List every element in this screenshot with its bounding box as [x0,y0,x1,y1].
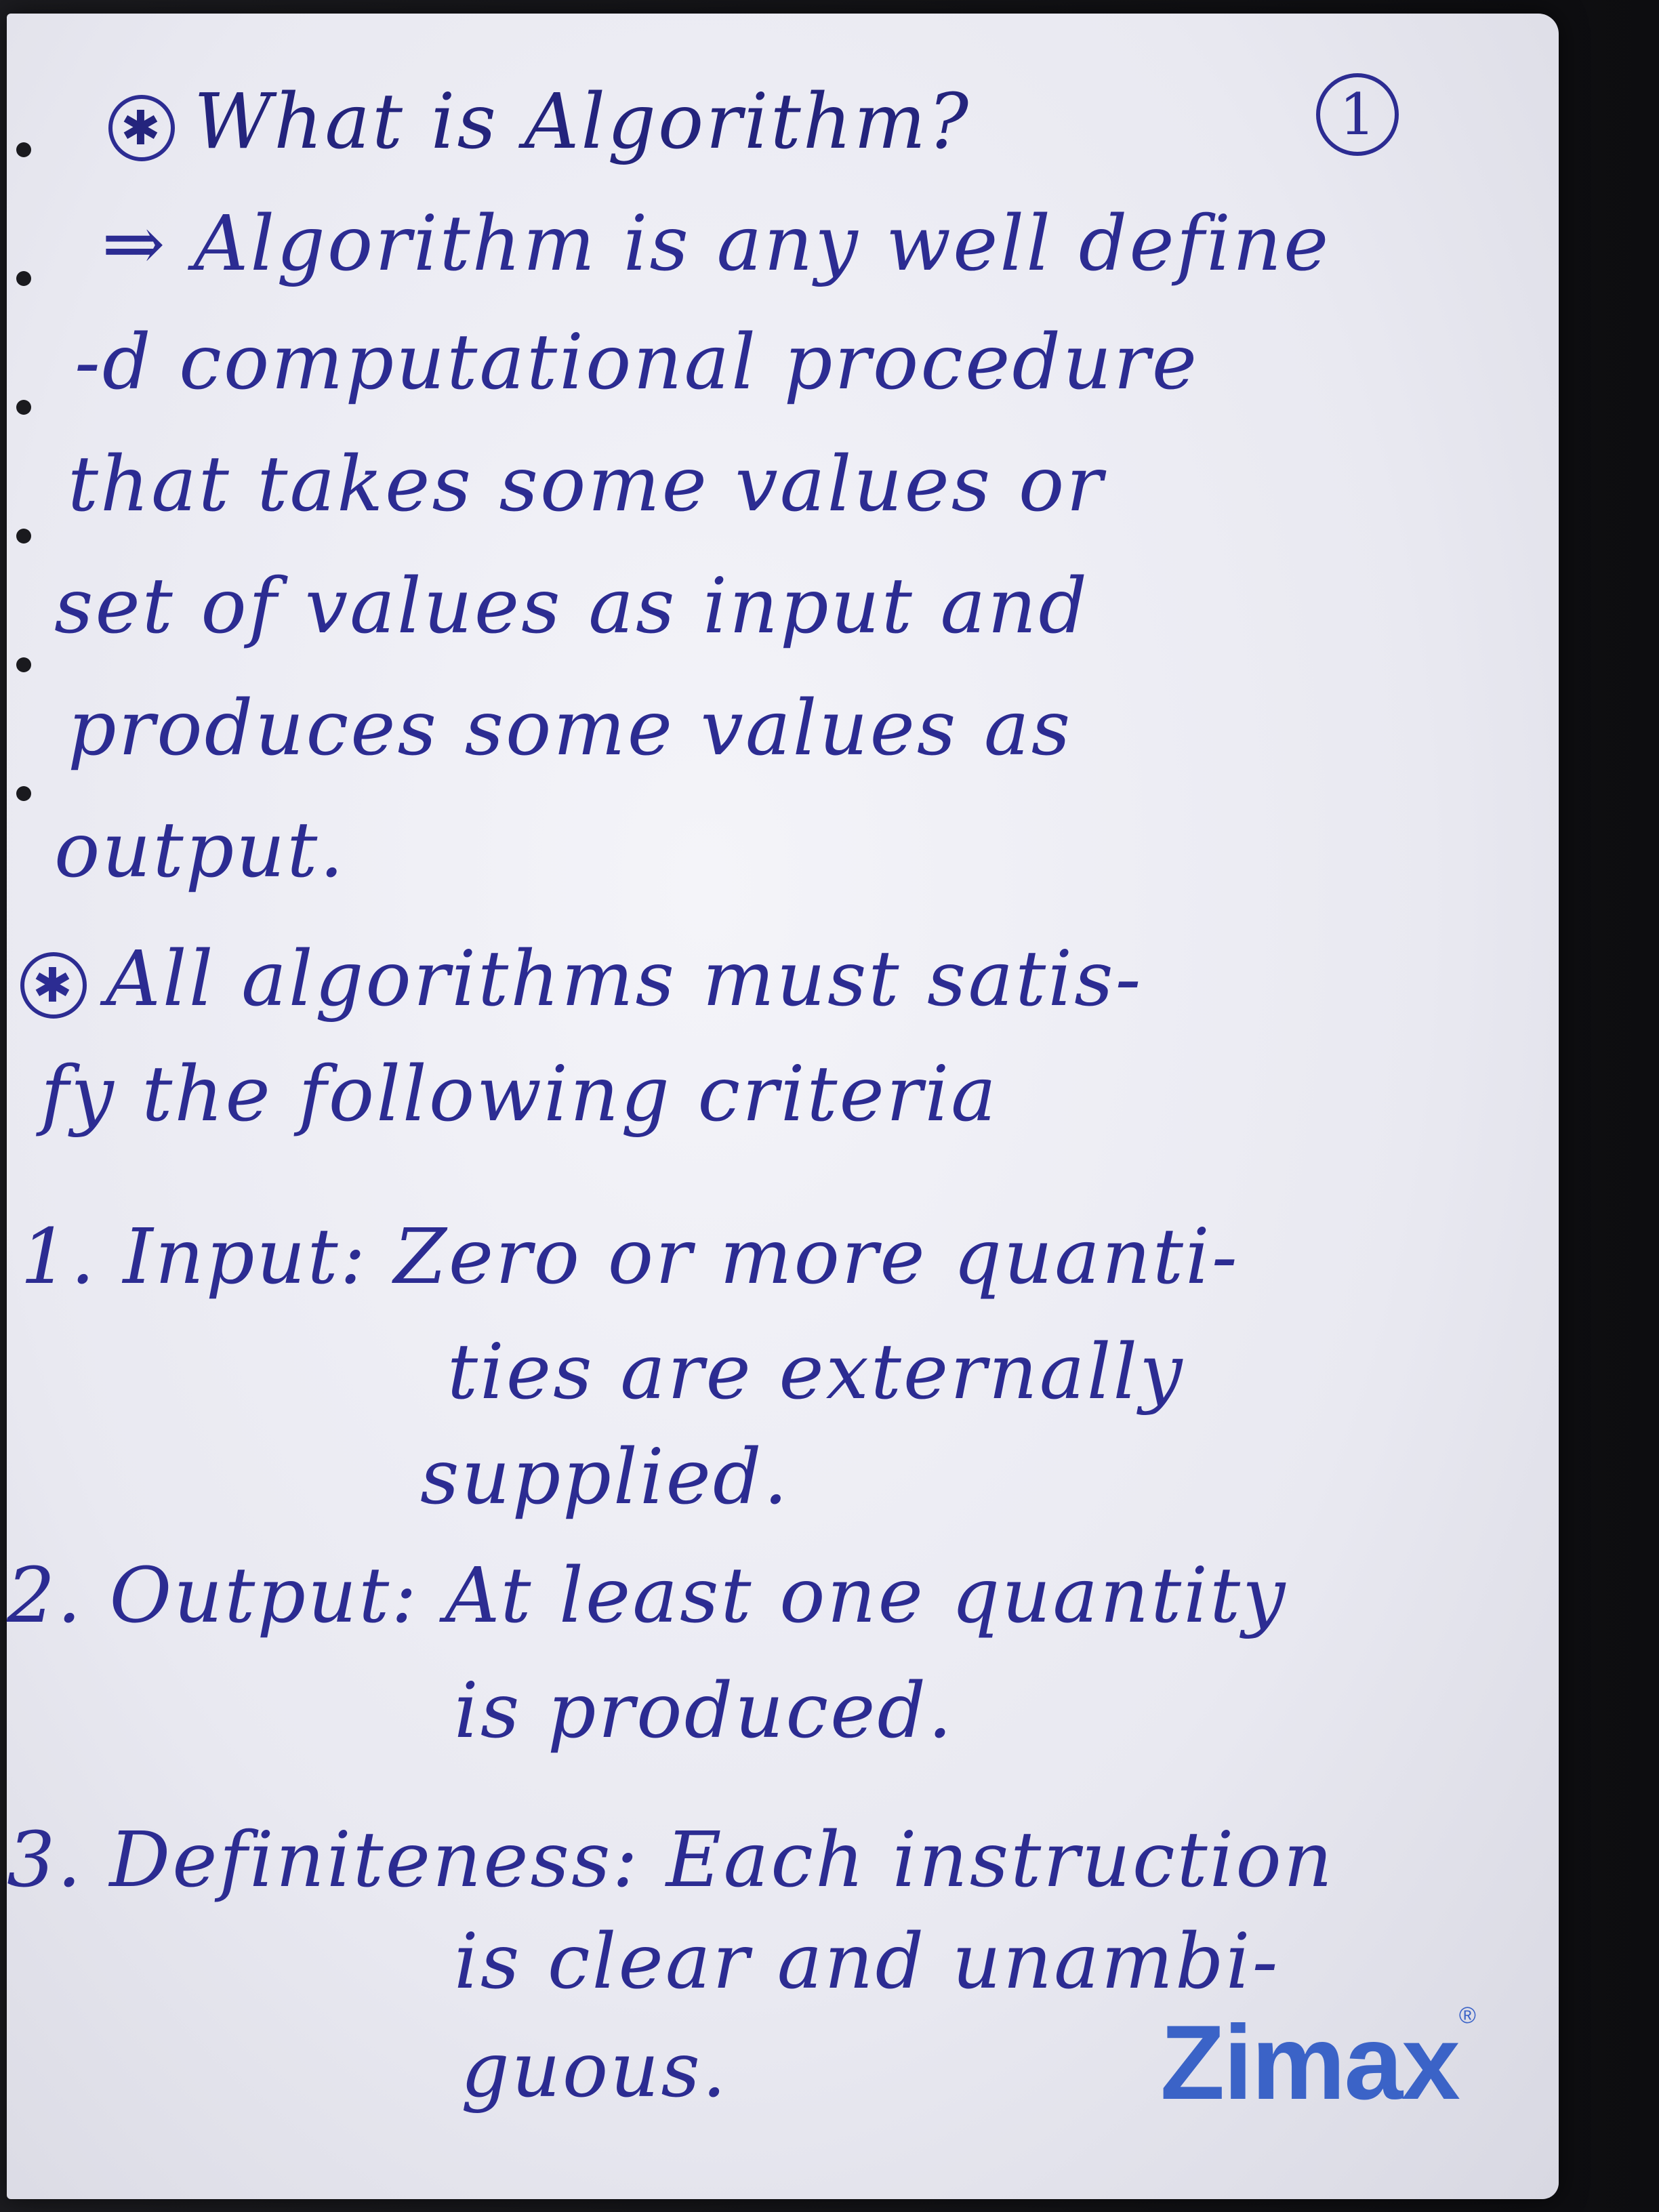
brand-logo [1160,2003,1475,2124]
criteria-heading-text: All algorithms must satis- [106,935,1143,1023]
criterion-text: is clear and unambi- [454,1918,1280,2006]
criterion-text: is produced. [454,1667,954,1755]
criteria-heading-line: fy the following criteria [41,1050,998,1139]
asterisk-bullet-icon: ✱ [20,952,87,1019]
criterion-label: 3. Definiteness: [7,1816,640,1904]
definition-line: set of values as input and [54,562,1090,651]
criterion-text: ties are externally [447,1328,1185,1416]
definition-line: -d computational procedure [75,319,1200,407]
definition-line: produces some values as [68,684,1073,773]
criterion-definiteness-line [7,1816,1334,1904]
asterisk-bullet-icon: ✱ [108,95,175,161]
criterion-text: Zero or more quanti- [394,1213,1240,1301]
binding-hole [16,271,31,286]
registered-mark: ® [1458,2003,1475,2028]
binding-hole [16,786,31,801]
criterion-label: 2. Output: [7,1552,419,1640]
criterion-text: supplied. [420,1433,790,1521]
heading-line [108,78,970,166]
definition-line: that takes some values or [68,441,1105,529]
page-number-badge: 1 [1316,73,1399,156]
definition-line: ⇒ Algorithm is any well define [102,200,1331,288]
binding-hole [16,657,31,672]
definition-line: output. [54,806,346,895]
binding-hole [16,529,31,544]
criteria-heading-line [20,935,1143,1023]
criterion-text: guous. [461,2026,729,2114]
brand-logo-text: Zimax [1160,2004,1459,2122]
binding-hole [16,142,31,157]
criterion-label: 1. Input: [20,1213,368,1301]
criterion-input-line [20,1213,1240,1301]
binding-hole [16,400,31,415]
heading-text: What is Algorithm? [194,78,971,166]
criterion-text: At least one quantity [445,1552,1288,1640]
criterion-text: Each instruction [665,1816,1334,1904]
criterion-output-line [7,1552,1287,1640]
